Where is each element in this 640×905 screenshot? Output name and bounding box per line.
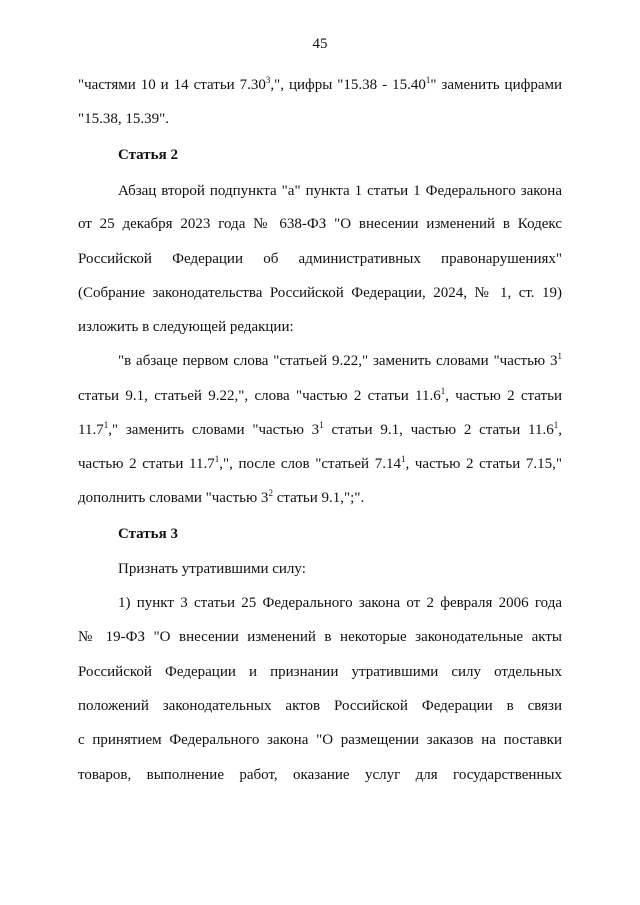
page-number: 45 bbox=[312, 36, 328, 52]
text-line: Абзац второй подпункта "а" пункта 1 статьи 1 Федерального закона bbox=[118, 183, 562, 199]
text-line: 1) пункт 3 статьи 25 Федерального закона от 2 февраля 2006 года bbox=[118, 595, 562, 611]
text-line: Признать утратившими силу: bbox=[118, 561, 306, 577]
article-heading: Статья 2 bbox=[118, 147, 178, 163]
text-line: положений законодательных актов Российской Федерации в связи bbox=[78, 698, 562, 714]
text-line: от 25 декабря 2023 года № 638-ФЗ "О внесении изменений в Кодекс bbox=[78, 216, 562, 232]
text-line: (Собрание законодательства Российской Федерации, 2024, № 1, ст. 19) bbox=[78, 285, 562, 301]
text-line: частью 2 статьи 11.7$^1$,", после слов "статьей 7.14$^1$, частью 2 статьи 7.15," bbox=[78, 454, 563, 472]
text-line: дополнить словами "частью $3^2$ статьи 9.1,";". bbox=[78, 488, 365, 506]
text-line: "в абзаце первом слова "статьей 9.22," заменить словами "частью $3^1$ bbox=[118, 351, 562, 369]
text-line: "частями 10 и 14 статьи 7.30$^3$,", цифры "15.38 - 15.40$^1$" заменить цифрами bbox=[78, 75, 562, 93]
text-line: Российской Федерации об административных правонарушениях" bbox=[78, 251, 562, 267]
text-line: с принятием Федерального закона "О размещении заказов на поставки bbox=[78, 732, 562, 748]
text-line: статьи 9.1, статьей 9.22,", слова "частью 2 статьи 11.6$^1$, частью 2 статьи bbox=[78, 386, 562, 404]
text-line: изложить в следующей редакции: bbox=[78, 319, 294, 335]
text-line: № 19-ФЗ "О внесении изменений в некоторые законодательные акты bbox=[78, 629, 562, 645]
text-line: товаров, выполнение работ, оказание услуг для государственных bbox=[78, 767, 562, 783]
text-line: 11.7$^1$," заменить словами "частью $3^1$ статьи 9.1, частью 2 статьи 11.6$^1$, bbox=[78, 420, 562, 438]
article-heading: Статья 3 bbox=[118, 526, 178, 542]
text-line: "15.38, 15.39". bbox=[78, 111, 169, 127]
text-line: Российской Федерации и признании утратившими силу отдельных bbox=[78, 664, 562, 680]
